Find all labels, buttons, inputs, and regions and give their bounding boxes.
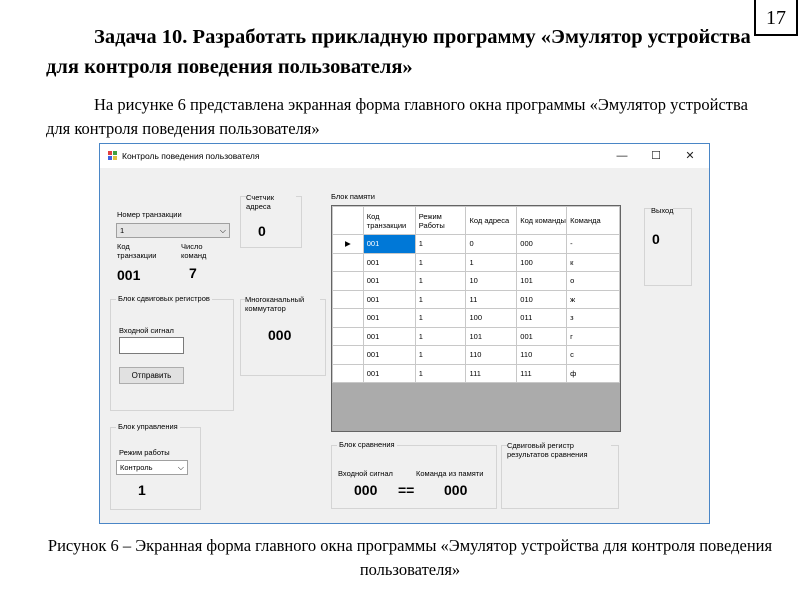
input-signal-field[interactable]	[119, 337, 184, 354]
table-cell[interactable]: 1	[415, 346, 466, 365]
figure-caption: Рисунок 6 – Экранная форма главного окна программы «Эмулятор устройства для контроля поведения пользователя»	[47, 536, 773, 579]
table-cell[interactable]: 001	[363, 346, 415, 365]
compare-input-value: 000	[354, 482, 378, 498]
table-cell[interactable]: з	[567, 309, 620, 328]
table-cell[interactable]: 100	[466, 309, 517, 328]
table-cell[interactable]: 1	[415, 290, 466, 309]
control-value: 1	[138, 482, 146, 498]
output-value: 0	[652, 231, 660, 247]
mode-label: Режим работы	[119, 448, 170, 457]
minimize-button[interactable]: —	[616, 150, 628, 162]
table-cell[interactable]: 001	[363, 272, 415, 291]
table-cell[interactable]: -	[567, 235, 620, 254]
row-header[interactable]	[333, 327, 364, 346]
table-row[interactable]	[333, 235, 620, 254]
maximize-button[interactable]: ☐	[651, 150, 661, 162]
output-group	[644, 208, 692, 286]
memory-table[interactable]	[331, 205, 621, 432]
table-cell[interactable]: 1	[415, 364, 466, 383]
app-icon	[108, 151, 118, 161]
table-row[interactable]	[333, 272, 620, 291]
column-header[interactable]: Код адреса	[466, 207, 517, 235]
table-cell[interactable]: 001	[363, 364, 415, 383]
table-cell[interactable]: 010	[517, 290, 567, 309]
address-counter-label: Счетчик адреса	[246, 193, 296, 211]
compare-operator: ==	[398, 482, 415, 498]
table-cell[interactable]: 111	[517, 364, 567, 383]
table-cell[interactable]: 1	[415, 235, 466, 254]
table-header-row	[333, 207, 620, 235]
table-row[interactable]	[333, 364, 620, 383]
table-cell[interactable]: 000	[517, 235, 567, 254]
row-header[interactable]	[333, 346, 364, 365]
table-cell[interactable]: 101	[466, 327, 517, 346]
command-count-label: Число команд	[181, 242, 207, 260]
send-button[interactable]: Отправить	[119, 367, 184, 384]
table-row[interactable]	[333, 327, 620, 346]
table-cell[interactable]: к	[567, 253, 620, 272]
compare-memory-value: 000	[444, 482, 468, 498]
control-block-label: Блок управления	[118, 422, 178, 431]
window-title: Контроль поведения пользователя	[122, 151, 260, 161]
table-cell[interactable]: 001	[363, 235, 415, 254]
commutator-label: Многоканальный коммутатор	[245, 295, 320, 313]
table-cell[interactable]: с	[567, 346, 620, 365]
table-cell[interactable]: 001	[363, 290, 415, 309]
table-cell[interactable]: 0	[466, 235, 517, 254]
table-cell[interactable]: 1	[415, 272, 466, 291]
mode-select[interactable]	[116, 460, 188, 475]
table-cell[interactable]: 111	[466, 364, 517, 383]
table-row[interactable]	[333, 253, 620, 272]
input-signal-label: Входной сигнал	[119, 326, 174, 335]
chevron-down-icon: ⌵	[177, 463, 184, 472]
app-window	[99, 143, 710, 524]
table-row[interactable]	[333, 290, 620, 309]
table-cell[interactable]: 10	[466, 272, 517, 291]
compare-input-label: Входной сигнал	[338, 469, 393, 478]
table-cell[interactable]: 011	[517, 309, 567, 328]
shift-registers-label: Блок сдвиговых регистров	[118, 294, 210, 303]
column-header[interactable]: Код транзакции	[363, 207, 415, 235]
table-cell[interactable]: ж	[567, 290, 620, 309]
shift-registers-group	[110, 294, 234, 411]
column-header[interactable]: Команда	[567, 207, 620, 235]
table-cell[interactable]: 1	[415, 253, 466, 272]
title-bar[interactable]	[100, 144, 709, 168]
row-header[interactable]	[333, 272, 364, 291]
table-row[interactable]	[333, 346, 620, 365]
command-count-value: 7	[189, 265, 197, 281]
close-button[interactable]: ✕	[685, 150, 695, 162]
row-header-corner	[333, 207, 364, 235]
table-cell[interactable]: о	[567, 272, 620, 291]
intro-paragraph: На рисунке 6 представлена экранная форма главного окна программы «Эмулятор устройства для контроля поведения пользователя»	[46, 95, 748, 138]
transaction-number-value: 1	[120, 226, 125, 235]
table-cell[interactable]: 110	[466, 346, 517, 365]
table-cell[interactable]: 1	[415, 309, 466, 328]
shift-result-label: Сдвиговый регистр результатов сравнения	[507, 441, 611, 459]
transaction-code-label: Код транзакции	[117, 242, 157, 260]
table-cell[interactable]: 001	[363, 309, 415, 328]
transaction-number-select[interactable]	[116, 223, 230, 238]
output-label: Выход	[651, 206, 674, 215]
table-cell[interactable]: 001	[363, 253, 415, 272]
memory-block-label: Блок памяти	[331, 192, 375, 201]
transaction-number-label: Номер транзакции	[117, 210, 182, 219]
page-number: 17	[754, 0, 798, 36]
table-cell[interactable]: 001	[517, 327, 567, 346]
table-cell[interactable]: ф	[567, 364, 620, 383]
table-cell[interactable]: 1	[466, 253, 517, 272]
compare-memory-label: Команда из памяти	[416, 469, 484, 478]
transaction-code-value: 001	[117, 267, 141, 283]
table-cell[interactable]: 100	[517, 253, 567, 272]
row-header[interactable]	[333, 253, 364, 272]
table-cell[interactable]: г	[567, 327, 620, 346]
table-row[interactable]	[333, 309, 620, 328]
column-header[interactable]: Режим Работы	[415, 207, 466, 235]
table-cell[interactable]: 110	[517, 346, 567, 365]
table-cell[interactable]: 001	[363, 327, 415, 346]
task-heading: Задача 10. Разработать прикладную программу «Эмулятор устройства для контроля поведения пользователя»	[46, 26, 751, 78]
commutator-value: 000	[268, 327, 292, 343]
table-cell[interactable]: 1	[415, 327, 466, 346]
table-cell[interactable]: 101	[517, 272, 567, 291]
row-header[interactable]	[333, 364, 364, 383]
row-header[interactable]	[333, 309, 364, 328]
column-header[interactable]: Код команды	[517, 207, 567, 235]
chevron-down-icon: ⌵	[219, 226, 226, 235]
row-header[interactable]	[333, 290, 364, 309]
mode-value: Контроль	[120, 463, 153, 472]
compare-block-label: Блок сравнения	[339, 440, 395, 449]
table-cell[interactable]: 11	[466, 290, 517, 309]
current-row-marker-icon: ▶	[333, 235, 364, 254]
address-counter-value: 0	[258, 223, 266, 239]
